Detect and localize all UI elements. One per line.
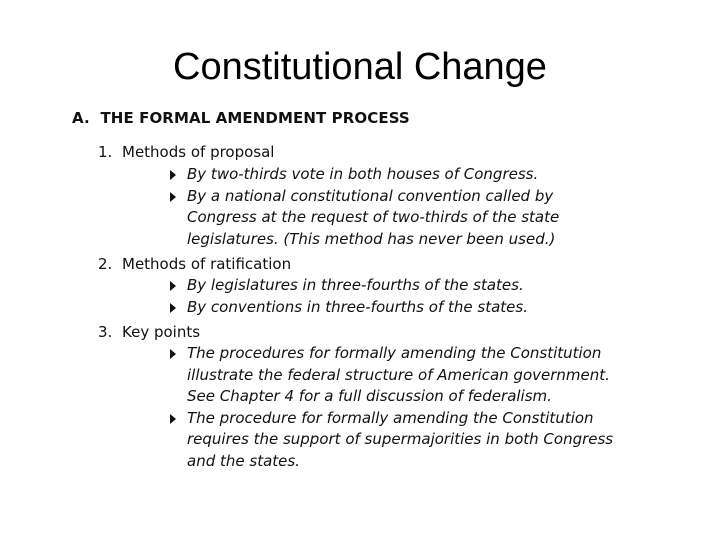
- slide-title: Constitutional Change: [173, 46, 547, 88]
- method-number: 3.: [98, 323, 113, 341]
- bullet-text-line: See Chapter 4 for a full discussion of federalism.: [187, 387, 552, 406]
- bullet-text: By legislatures in three-fourths of the states.: [187, 276, 524, 294]
- triangle-bullet-icon: [170, 281, 176, 291]
- bullet-item: [167, 186, 627, 251]
- bullet-text-line: Congress at the request of two-thirds of the state: [187, 208, 560, 227]
- method-item-ratification: [98, 253, 291, 275]
- bullet-item: [167, 343, 627, 408]
- bullet-item: [167, 275, 627, 297]
- triangle-bullet-icon: [170, 192, 176, 202]
- triangle-bullet-icon: [170, 349, 176, 359]
- bullet-text-line: By a national constitutional convention called by: [187, 186, 554, 205]
- triangle-bullet-icon: [170, 414, 176, 424]
- bullet-text-line: requires the support of supermajorities in both Congress: [187, 430, 614, 449]
- bullet-text: By two-thirds vote in both houses of Congress.: [187, 165, 539, 183]
- method-item-key-points: [98, 321, 200, 343]
- section-label: A.: [72, 109, 90, 127]
- triangle-bullet-icon: [170, 170, 176, 180]
- section-heading-text: THE FORMAL AMENDMENT PROCESS: [100, 109, 410, 127]
- method-label: Methods of proposal: [122, 143, 275, 161]
- triangle-bullet-icon: [170, 303, 176, 313]
- method-label: Key points: [122, 323, 201, 341]
- method-number: 2.: [98, 255, 113, 273]
- bullet-text-line: and the states.: [187, 451, 300, 470]
- section-heading: [72, 107, 410, 129]
- bullet-list-proposal: [167, 164, 627, 250]
- bullet-item: [167, 297, 627, 319]
- method-label: Methods of ratification: [122, 255, 292, 273]
- bullet-text: By conventions in three-fourths of the states.: [187, 297, 528, 316]
- bullet-text-line: legislatures. (This method has never been used.): [187, 229, 556, 248]
- bullet-item: [167, 164, 627, 186]
- bullet-text-line: illustrate the federal structure of American government.: [187, 365, 610, 384]
- method-item-proposal: [98, 141, 274, 163]
- bullet-list-ratification: [167, 275, 627, 318]
- bullet-text-line: The procedure for formally amending the Constitution: [187, 408, 594, 427]
- bullet-item: [167, 408, 627, 473]
- method-number: 1.: [98, 143, 113, 161]
- bullet-text-line: The procedures for formally amending the Constitution: [187, 344, 602, 362]
- bullet-list-key-points: [167, 343, 627, 473]
